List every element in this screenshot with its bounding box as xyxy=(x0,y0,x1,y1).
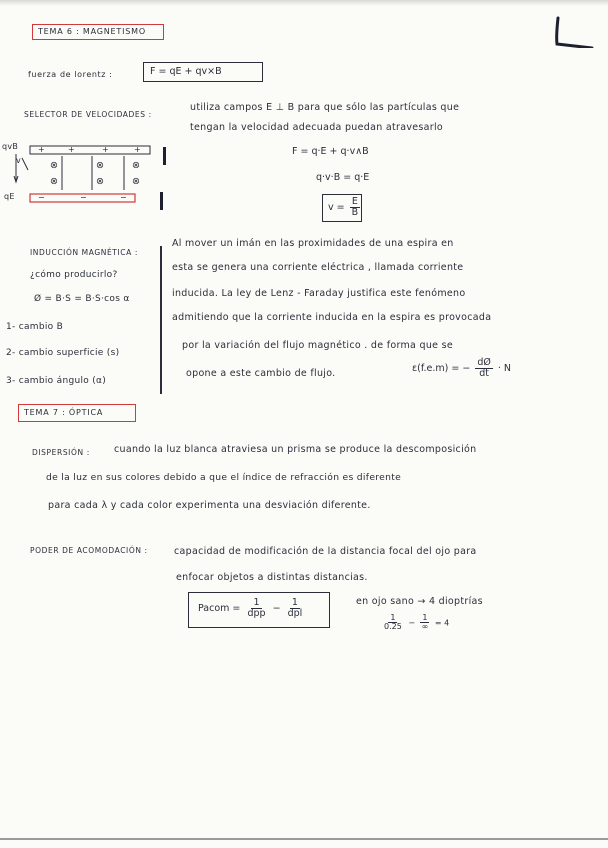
sano-frac-1 xyxy=(382,614,404,632)
dispersion-line1: cuando la luz blanca atraviesa un prisma se produce la descomposición xyxy=(114,444,477,455)
plus-sign: + xyxy=(68,145,76,154)
selector-eq3-den: B xyxy=(351,206,359,218)
dispersion-line2: de la luz en sus colores debido a que el índice de refracción es diferente xyxy=(46,472,402,483)
emf-lhs: ε(f.e.m) = − xyxy=(412,362,471,374)
minus-sign: − xyxy=(80,193,88,202)
induccion-line5: por la variación del flujo magnético . de forma que se xyxy=(182,340,454,351)
induccion-line1: Al mover un imán en las proximidades de una espira en xyxy=(172,238,454,249)
sano-num-1: 1 xyxy=(390,613,396,622)
minus-sign: − xyxy=(120,193,128,202)
page-bottom-line xyxy=(0,838,608,840)
emf-num: dØ xyxy=(477,357,491,368)
acomodacion-line1: capacidad de modificación de la distancia focal del ojo para xyxy=(174,546,477,557)
selector-eq2: q·v·B = q·E xyxy=(316,172,370,183)
induccion-item: 1- cambio B xyxy=(6,322,64,332)
sano-rhs: = 4 xyxy=(434,618,450,628)
selector-label: SELECTOR DE VELOCIDADES : xyxy=(24,110,152,119)
field-into-page-icon: ⊗ xyxy=(50,160,59,171)
minus-sign: − xyxy=(38,193,46,202)
diagram-mark-top xyxy=(163,147,166,165)
qe-label: qE xyxy=(4,192,15,201)
field-into-page-icon: ⊗ xyxy=(96,176,105,187)
dispersion-line3: para cada λ y cada color experimenta una desviación diferente. xyxy=(48,500,371,511)
sano-den-2: ∞ xyxy=(421,622,429,632)
induccion-item: 2- cambio superficie (s) xyxy=(6,348,120,358)
velocity-selector-diagram xyxy=(2,140,172,214)
field-into-page-icon: ⊗ xyxy=(132,176,141,187)
selector-eq3 xyxy=(328,197,362,218)
plus-sign: + xyxy=(102,145,110,154)
dispersion-label: DISPERSIÓN : xyxy=(32,448,90,457)
plus-sign: + xyxy=(134,145,142,154)
field-into-page-icon: ⊗ xyxy=(132,160,141,171)
corner-pen-mark xyxy=(548,14,596,48)
pacom-num-2: 1 xyxy=(291,597,298,608)
emf-frac xyxy=(475,358,493,379)
pacom-frac-1 xyxy=(245,598,267,619)
pacom-minus: − xyxy=(272,602,281,614)
field-into-page-icon: ⊗ xyxy=(50,176,59,187)
selector-plates xyxy=(2,140,172,214)
qvb-label: qvB xyxy=(2,142,19,151)
induccion-item: 3- cambio ángulo (α) xyxy=(6,376,107,386)
induccion-line6: opone a este cambio de flujo. xyxy=(186,368,336,379)
acomodacion-line2: enfocar objetos a distintas distancias. xyxy=(176,572,368,583)
page-top-edge xyxy=(0,0,608,6)
induccion-emf xyxy=(412,358,511,379)
ojo-sano-text: en ojo sano → 4 dioptrías xyxy=(356,596,483,607)
pacom-frac-2 xyxy=(286,598,305,619)
sano-num-2: 1 xyxy=(422,613,428,622)
emf-rhs: · N xyxy=(497,362,512,374)
induccion-label: INDUCCIÓN MAGNÉTICA : xyxy=(30,248,138,257)
selector-eq1: F = q·E + q·v∧B xyxy=(292,146,369,157)
pacom-den-1: dpp xyxy=(247,607,266,619)
induccion-line4: admitiendo que la corriente inducida en la espira es provocada xyxy=(172,312,492,323)
tema6-title: TEMA 6 : MAGNETISMO xyxy=(38,27,146,36)
emf-den: dt xyxy=(479,367,489,379)
selector-eq3-num: E xyxy=(351,196,358,207)
ojo-sano-calc xyxy=(380,614,449,632)
plus-sign: + xyxy=(38,145,46,154)
field-into-page-icon: ⊗ xyxy=(96,160,105,171)
selector-line1: utiliza campos E ⊥ B para que sólo las partículas que xyxy=(190,102,460,113)
lorentz-label: fuerza de lorentz : xyxy=(28,70,113,79)
pacom-den-2: dpl xyxy=(287,607,303,619)
pacom-num-1: 1 xyxy=(253,597,260,608)
lorentz-formula: F = qE + qv×B xyxy=(150,66,222,77)
acomodacion-label: PODER DE ACOMODACIÓN : xyxy=(30,546,148,555)
sano-minus: − xyxy=(408,618,416,628)
induccion-divider xyxy=(160,246,162,394)
induccion-question: ¿cómo producirlo? xyxy=(30,270,118,280)
induccion-line3: inducida. La ley de Lenz - Faraday justifica este fenómeno xyxy=(172,288,466,299)
diagram-mark-bottom xyxy=(160,192,163,210)
induccion-flux: Ø = B·S = B·S·cos α xyxy=(34,294,130,304)
v-label: v xyxy=(16,156,22,165)
selector-eq3-frac xyxy=(350,197,361,218)
tema7-title: TEMA 7 : ÓPTICA xyxy=(24,408,104,417)
pacom-lhs: Pacom = xyxy=(198,602,241,614)
induccion-line2: esta se genera una corriente eléctrica , llamada corriente xyxy=(172,262,464,273)
selector-line2: tengan la velocidad adecuada puedan atravesarlo xyxy=(190,122,444,133)
pacom-formula xyxy=(198,598,306,619)
selector-eq3-lhs: v = xyxy=(328,201,345,213)
sano-frac-2 xyxy=(420,614,431,632)
sano-den-1: 0.25 xyxy=(384,622,402,632)
